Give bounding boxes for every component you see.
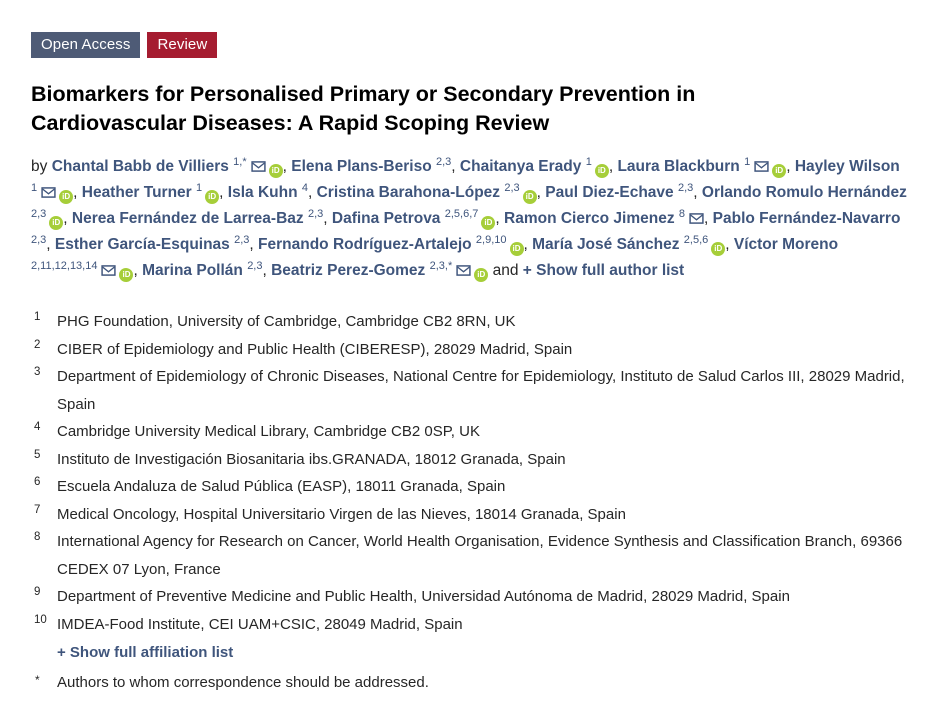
author-link[interactable]: Cristina Barahona-López: [316, 184, 501, 202]
author-affiliation-superscript: 2,3: [234, 234, 250, 247]
author-link[interactable]: Orlando Romulo Hernández: [701, 184, 907, 202]
author-link[interactable]: Chantal Babb de Villiers: [51, 158, 229, 176]
affiliation-number: 8: [34, 531, 41, 544]
orcid-icon[interactable]: iD: [523, 190, 537, 204]
email-envelope-icon[interactable]: [689, 213, 704, 224]
author-link[interactable]: Pablo Fernández-Navarro: [712, 210, 901, 228]
affiliation-text: Department of Epidemiology of Chronic Diseases, National Centre for Epidemiology, Instituto de Salud Carlos III, 28029 Madrid, Spain: [57, 368, 905, 413]
orcid-icon[interactable]: iD: [595, 164, 609, 178]
author-affiliation-superscript: 4: [301, 182, 308, 195]
author-affiliation-superscript: 8: [678, 208, 686, 221]
author-link[interactable]: Nerea Fernández de Larrea-Baz: [71, 210, 304, 228]
author-affiliation-superscript: 2,3: [31, 234, 47, 247]
affiliation-row: [31, 308, 907, 336]
open-access-badge[interactable]: Open Access: [31, 32, 140, 58]
show-full-author-list-link[interactable]: + Show full author list: [522, 262, 685, 280]
author-link[interactable]: Elena Plans-Beriso: [291, 158, 432, 176]
footnote-text: Authors to whom correspondence should be addressed.: [57, 673, 429, 691]
author-affiliation-superscript: 2,3: [435, 156, 452, 169]
author-affiliation-superscript: 2,3: [504, 182, 520, 195]
affiliation-text: IMDEA-Food Institute, CEI UAM+CSIC, 28049 Madrid, Spain: [57, 615, 463, 633]
orcid-icon[interactable]: iD: [772, 164, 786, 178]
author-affiliation-superscript: 2,3: [307, 208, 324, 221]
author-affiliation-superscript: 2,11,12,13,14: [31, 260, 98, 273]
show-affiliation-row: [57, 639, 907, 667]
orcid-icon[interactable]: iD: [510, 242, 524, 256]
orcid-icon[interactable]: iD: [269, 164, 283, 178]
author-link[interactable]: Beatriz Perez-Gomez: [271, 262, 426, 280]
author-affiliation-superscript: 1: [585, 156, 592, 169]
orcid-icon[interactable]: iD: [49, 216, 63, 230]
affiliation-number: 1: [34, 311, 41, 324]
affiliation-text: CIBER of Epidemiology and Public Health (CIBERESP), 28029 Madrid, Spain: [57, 340, 573, 358]
affiliation-number: 3: [34, 366, 41, 379]
author-affiliation-superscript: 2,5,6: [683, 234, 709, 247]
affiliation-text: Escuela Andaluza de Salud Pública (EASP), 18011 Granada, Spain: [57, 478, 506, 496]
author-affiliation-superscript: 2,3: [677, 182, 694, 195]
affiliation-number: 10: [34, 613, 47, 626]
affiliation-number: 4: [34, 421, 41, 434]
affiliation-text: International Agency for Research on Cancer, World Health Organisation, Evidence Synthesis and Classification Branch, 69366 CEDEX 07 Lyon, France: [57, 533, 903, 578]
affiliation-row: [31, 363, 907, 418]
author-link[interactable]: Chaitanya Erady: [459, 158, 582, 176]
author-affiliation-superscript: 1: [31, 182, 38, 195]
affiliation-row: [31, 611, 907, 639]
affiliation-number: 9: [34, 586, 41, 599]
orcid-icon[interactable]: iD: [119, 268, 133, 282]
author-link[interactable]: Fernando Rodríguez-Artalejo: [258, 236, 472, 254]
orcid-icon[interactable]: iD: [59, 190, 73, 204]
author-affiliation-superscript: 1: [744, 156, 751, 169]
orcid-icon[interactable]: iD: [474, 268, 488, 282]
affiliation-text: Instituto de Investigación Biosanitaria ibs.GRANADA, 18012 Granada, Spain: [57, 450, 566, 468]
author-link[interactable]: Heather Turner: [81, 184, 192, 202]
author-byline: by Chantal Babb de Villiers $^{1,*}$iD , Elena Plans-Beriso $^{2,3}$, Chaitanya Erady $^1$iD , Laura Blackburn $^1$iD , Hayley Wilson $^1$iD , Heather Turner $^1$iD , Isla Kuhn $^4$, Cristina Barahona-López $^{2,3}$iD , Paul Diez-Echave $^{2,3}$, Orlando Romulo Hernández $^{2,3}$iD , Nerea Fernández de Larrea-Baz $^{2,3}$, Dafina Petrova $^{2,5,6,7}$iD , Ramon Cierco Jimenez $^8$ , Pablo Fernández-Navarro $^{2,3}$, Esther García-Esquinas $^{2,3}$, Fernando Rodríguez-Artalejo $^{2,9,10}$iD , María José Sánchez $^{2,5,6}$iD , Víctor Moreno $^{2,11,12,13,14}$iD , Marina Pollán $^{2,3}$, Beatriz Perez-Gomez $^{2,3,*}$iD and + Show full author list: [31, 154, 907, 284]
email-envelope-icon[interactable]: [251, 161, 266, 172]
orcid-icon[interactable]: iD: [481, 216, 495, 230]
affiliation-row: [31, 583, 907, 611]
author-affiliation-superscript: 2,3: [31, 208, 47, 221]
orcid-icon[interactable]: iD: [205, 190, 219, 204]
affiliation-row: [31, 418, 907, 446]
email-envelope-icon[interactable]: [101, 265, 116, 276]
author-affiliation-superscript: 1,*: [233, 156, 247, 169]
orcid-icon[interactable]: iD: [711, 242, 725, 256]
affiliation-number: 5: [34, 448, 41, 461]
affiliation-text: PHG Foundation, University of Cambridge, Cambridge CB2 8RN, UK: [57, 313, 516, 331]
author-link[interactable]: Laura Blackburn: [617, 158, 740, 176]
author-affiliation-superscript: 2,3: [247, 260, 263, 273]
email-envelope-icon[interactable]: [456, 265, 471, 276]
affiliation-text: Department of Preventive Medicine and Public Health, Universidad Autónoma de Madrid, 28029 Madrid, Spain: [57, 588, 790, 606]
author-link[interactable]: Víctor Moreno: [733, 236, 839, 254]
affiliation-number: 6: [34, 476, 41, 489]
review-badge[interactable]: Review: [147, 32, 217, 58]
affiliation-row: [31, 528, 907, 583]
affiliation-row: [31, 501, 907, 529]
author-affiliation-superscript: 2,3,*: [429, 260, 453, 273]
author-affiliation-superscript: 2,9,10: [475, 234, 507, 247]
author-link[interactable]: Hayley Wilson: [794, 158, 900, 176]
author-link[interactable]: Marina Pollán: [142, 262, 243, 280]
author-link[interactable]: Paul Diez-Echave: [545, 184, 674, 202]
badge-row: [31, 32, 907, 58]
affiliation-number: 7: [34, 503, 41, 516]
author-affiliation-superscript: 2,5,6,7: [444, 208, 479, 221]
author-link[interactable]: María José Sánchez: [532, 236, 680, 254]
author-affiliation-superscript: 1: [196, 182, 203, 195]
email-envelope-icon[interactable]: [41, 187, 56, 198]
email-envelope-icon[interactable]: [754, 161, 769, 172]
affiliation-row: [31, 473, 907, 501]
author-link[interactable]: Ramon Cierco Jimenez: [504, 210, 675, 228]
affiliation-number: 2: [34, 338, 41, 351]
author-link[interactable]: Isla Kuhn: [227, 184, 298, 202]
footnote-marker: *: [35, 672, 40, 687]
affiliation-row: [31, 446, 907, 474]
affiliation-text: Medical Oncology, Hospital Universitario Virgen de las Nieves, 18014 Granada, Spain: [57, 505, 626, 523]
affiliation-text: Cambridge University Medical Library, Cambridge CB2 0SP, UK: [57, 423, 480, 441]
show-full-affiliation-list-link[interactable]: + Show full affiliation list: [57, 644, 234, 662]
affiliation-list: [31, 308, 907, 638]
correspondence-footnote: [31, 669, 907, 697]
author-link[interactable]: Dafina Petrova: [331, 210, 441, 228]
article-title: Biomarkers for Personalised Primary or Secondary Prevention in Cardiovascular Diseases: A Rapid Scoping Review: [31, 82, 696, 135]
author-link[interactable]: Esther García-Esquinas: [54, 236, 230, 254]
affiliation-row: [31, 336, 907, 364]
